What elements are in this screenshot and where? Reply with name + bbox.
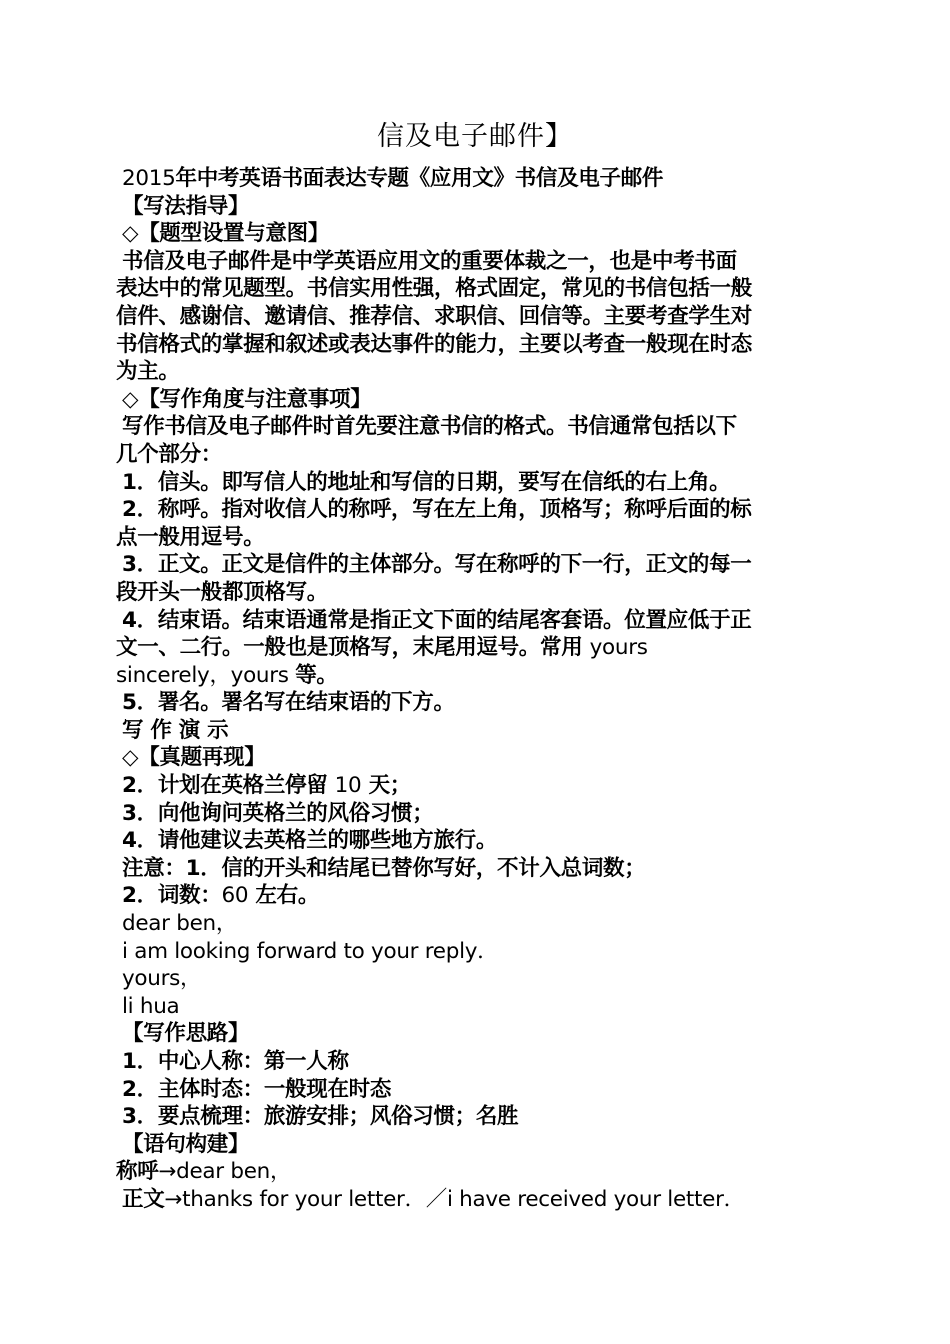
intro-line-4: 书信格式的掌握和叙述或表达事件的能力，主要以考查一般现在时态 [116,331,753,357]
sentence-body-label: 正文 [122,1186,165,1212]
sentence-body-text: thanks for your letter．／i have received your letter． [182,1186,745,1212]
arrow-icon: → [164,1186,183,1212]
idea-1: 1．中心人称：第一人称 [122,1049,349,1074]
note-2-b: 左右。 [248,883,320,909]
heading-line [116,165,836,193]
sentence-salutation-text: dear ben， [176,1159,292,1185]
heading-text: 年中考英语书面表达专题《应用文》书信及电子邮件 [175,166,664,191]
requirement-2 [116,772,836,800]
note-2-a: 2．词数： [122,883,222,909]
arrow-icon: → [158,1159,177,1185]
letter-name: li hua [122,993,180,1019]
heading-year: 2015 [122,166,176,191]
sentence-salutation [116,1158,836,1186]
subsection-real-question: ◇【真题再现】 [122,745,266,771]
section-writing-idea: 【写作思路】 [122,1021,250,1047]
point-4-closing-b [116,634,836,662]
sentence-body [116,1186,836,1214]
requirement-2-b: 天； [361,773,412,799]
point-5-signature: 5．署名。署名写在结束语的下方。 [122,690,455,716]
point-1-letterhead: 1．信头。即写信人的地址和写信的日期，要写在信纸的右上角。 [122,469,731,495]
requirement-3: 3．向他询问英格兰的风俗习惯； [122,800,434,826]
point-4-closing-c [116,662,836,690]
intro-line-3: 信件、感谢信、邀请信、推荐信、求职信、回信等。主要考查学生对 [116,303,753,329]
note-2-num: 60 [221,883,249,909]
point-3-body-a: 3．正文。正文是信件的主体部分。写在称呼的下一行，正文的每一 [122,552,752,578]
letter-yours: yours， [122,966,202,992]
requirement-4: 4．请他建议去英格兰的哪些地方旅行。 [122,828,498,854]
note-1: 注意：1．信的开头和结尾已替你写好，不计入总词数； [122,855,646,881]
requirement-2-num: 10 [334,773,362,799]
section-write-guide: 【写法指导】 [122,193,250,219]
point-3-body-b: 段开头一般都顶格写。 [116,579,329,605]
point-4-closing-c-en: sincerely，yours [116,662,296,688]
intro-line-1: 书信及电子邮件是中学英语应用文的重要体裁之一，也是中考书面 [122,248,737,274]
section-sentence-building: 【语句构建】 [122,1131,250,1157]
point-2-salutation-b: 点一般用逗号。 [116,524,265,550]
subsection-topic-setting: ◇【题型设置与意图】 [122,221,330,247]
point-4-closing-c-cn: 等。 [295,662,338,688]
format-intro-line-2: 几个部分： [116,441,223,467]
writing-demo-heading: 写 作 演 示 [122,717,229,743]
requirement-2-a: 2．计划在英格兰停留 [122,773,335,799]
idea-2: 2．主体时态：一般现在时态 [122,1076,392,1102]
point-2-salutation-a: 2．称呼。指对收信人的称呼，写在左上角，顶格写；称呼后面的标 [122,497,752,523]
document-body [116,165,836,1214]
note-2 [116,882,836,910]
idea-3: 3．要点梳理：旅游安排；风俗习惯；名胜 [122,1104,519,1130]
subsection-writing-angle: ◇【写作角度与注意事项】 [122,386,372,412]
format-intro-line-1: 写作书信及电子邮件时首先要注意书信的格式。书信通常包括以下 [122,414,737,440]
intro-line-2: 表达中的常见题型。书信实用性强，格式固定，常见的书信包括一般 [116,276,753,302]
point-4-closing-b-cn: 文一、二行。一般也是顶格写，末尾用逗号。常用 [116,635,590,661]
sentence-salutation-label: 称呼 [116,1159,159,1185]
letter-greeting: dear ben， [122,911,238,937]
point-4-closing-b-en: yours [589,635,648,661]
letter-closing-line: i am looking forward to your reply． [122,938,499,964]
intro-line-5: 为主。 [116,359,180,385]
point-4-closing-a: 4．结束语。结束语通常是指正文下面的结尾客套语。位置应低于正 [122,607,752,633]
document-title: 信及电子邮件】 [377,121,573,152]
